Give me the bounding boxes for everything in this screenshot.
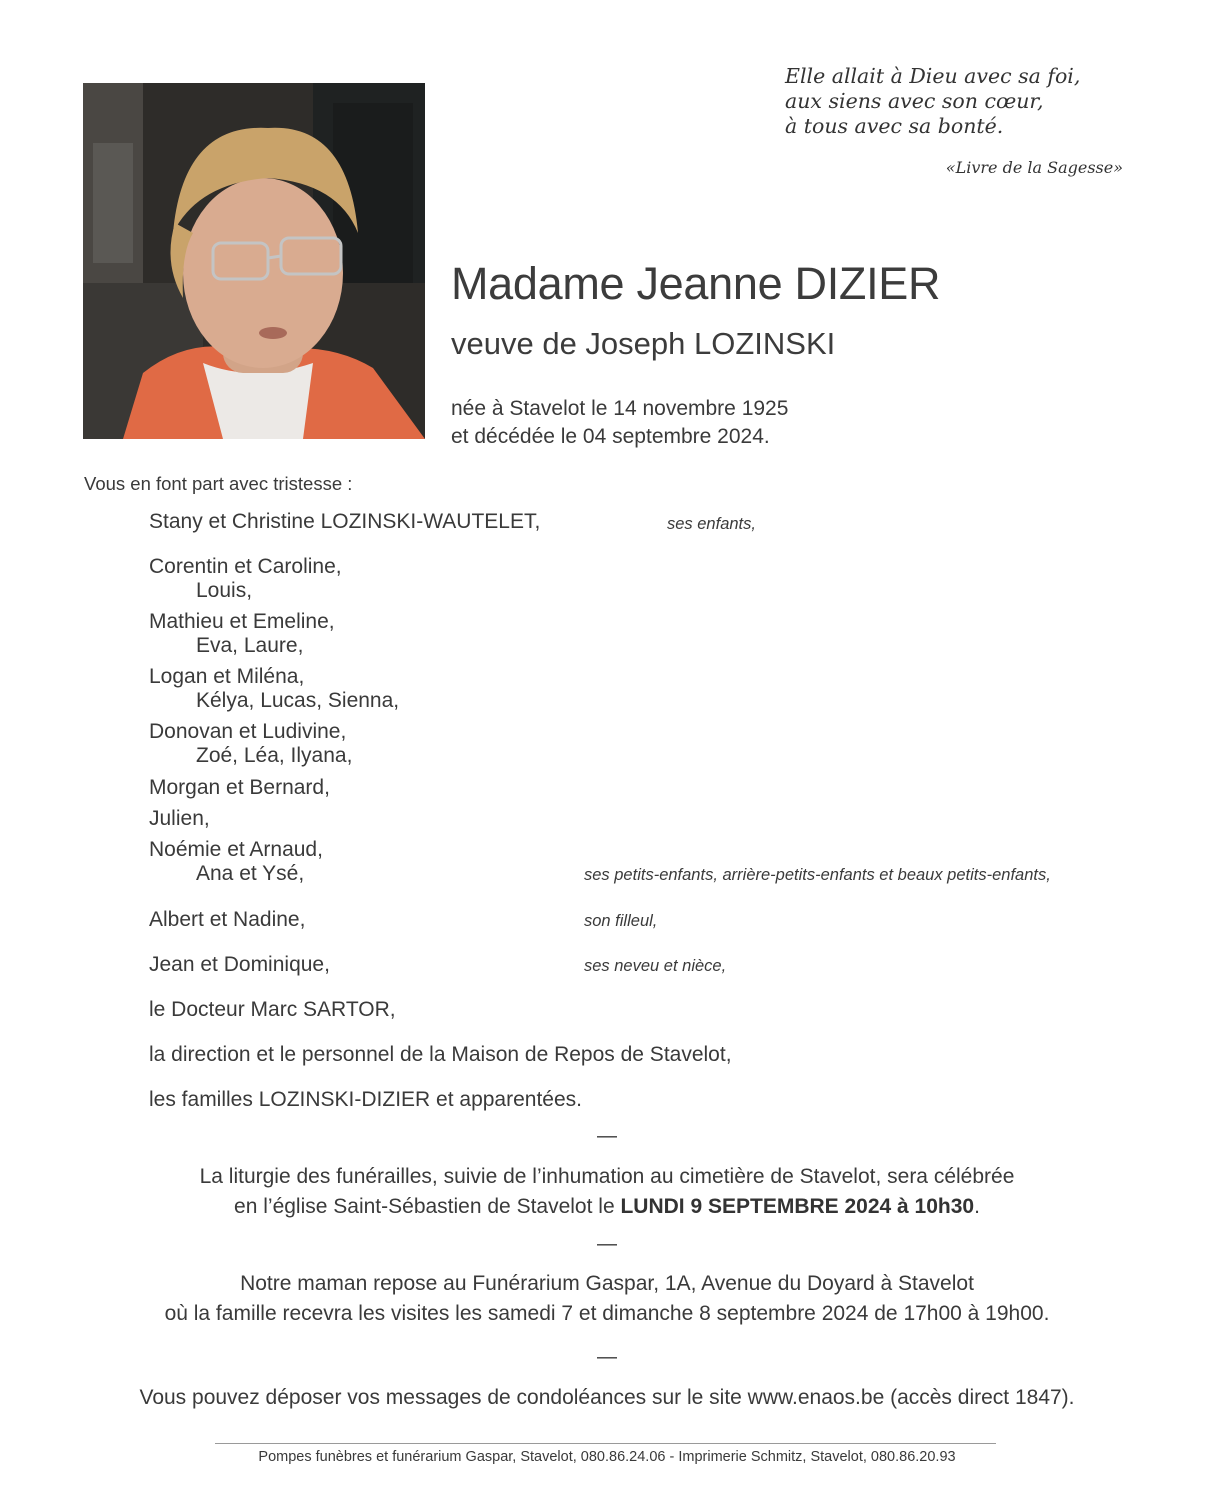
- footer-rule: [215, 1443, 996, 1444]
- great-grandchild-line: Zoé, Léa, Ilyana,: [196, 744, 353, 767]
- grandchild-line: Logan et Miléna,: [149, 665, 305, 688]
- separator-dash: —: [597, 1125, 617, 1147]
- quote-source: «Livre de la Sagesse»: [945, 158, 1123, 177]
- grandchild-line: Corentin et Caroline,: [149, 555, 342, 578]
- footer-credits: Pompes funèbres et funérarium Gaspar, Stavelot, 080.86.24.06 - Imprimerie Schmitz, Stavelot, 080.86.20.93: [258, 1449, 956, 1465]
- family-godson: Albert et Nadine,: [149, 908, 306, 931]
- grandchild-line: Julien,: [149, 807, 210, 830]
- family-relatives: les familles LOZINSKI-DIZIER et apparentées.: [149, 1088, 582, 1111]
- ceremony-info: [0, 1162, 1214, 1222]
- family-staff: la direction et le personnel de la Maison de Repos de Stavelot,: [149, 1043, 732, 1066]
- separator-dash: —: [597, 1233, 617, 1255]
- role-grandchildren: ses petits-enfants, arrière-petits-enfants et beaux petits-enfants,: [584, 866, 1051, 884]
- birth-death-dates: [451, 395, 788, 451]
- great-grandchild-line: Louis,: [196, 579, 253, 602]
- portrait-illustration: [83, 83, 425, 439]
- quote-line: Elle allait à Dieu avec sa foi,: [785, 64, 1081, 88]
- grandchild-line: Noémie et Arnaud,: [149, 838, 323, 861]
- ceremony-period: .: [974, 1195, 980, 1218]
- family-doctor: le Docteur Marc SARTOR,: [149, 998, 396, 1021]
- grandchild-line: Mathieu et Emeline,: [149, 610, 335, 633]
- deceased-name: Madame Jeanne DIZIER: [451, 258, 941, 309]
- separator-dash: —: [597, 1346, 617, 1368]
- grandchild-line: Morgan et Bernard,: [149, 776, 330, 799]
- family-children: Stany et Christine LOZINSKI-WAUTELET,: [149, 510, 541, 533]
- announcement-intro: Vous en font part avec tristesse :: [84, 473, 353, 494]
- role-nephew: ses neveu et nièce,: [584, 957, 727, 975]
- ceremony-line-2: [0, 1192, 1214, 1222]
- great-grandchild-line: Ana et Ysé,: [196, 862, 305, 885]
- family-nephew: Jean et Dominique,: [149, 953, 330, 976]
- grandchild-line: Donovan et Ludivine,: [149, 720, 347, 743]
- ceremony-line-1: La liturgie des funérailles, suivie de l’inhumation au cimetière de Stavelot, sera célébrée: [199, 1165, 1015, 1188]
- death-line: et décédée le 04 septembre 2024.: [451, 425, 770, 448]
- visits-line-1: Notre maman repose au Funérarium Gaspar, 1A, Avenue du Doyard à Stavelot: [240, 1272, 974, 1295]
- quote-line: aux siens avec son cœur,: [785, 89, 1044, 113]
- quote-line: à tous avec sa bonté.: [785, 114, 1004, 138]
- role-godson: son filleul,: [584, 912, 658, 930]
- great-grandchild-line: Eva, Laure,: [196, 634, 304, 657]
- ceremony-location: en l’église Saint-Sébastien de Stavelot le: [234, 1195, 621, 1218]
- portrait-photo: [83, 83, 425, 439]
- role-children: ses enfants,: [667, 515, 756, 533]
- visits-line-2: où la famille recevra les visites les samedi 7 et dimanche 8 septembre 2024 de 17h00 à 19h00.: [164, 1302, 1050, 1325]
- visits-info: [0, 1269, 1214, 1329]
- great-grandchild-line: Kélya, Lucas, Sienna,: [196, 689, 400, 712]
- widow-of: veuve de Joseph LOZINSKI: [451, 326, 836, 361]
- condolences-info: Vous pouvez déposer vos messages de condoléances sur le site www.enaos.be (accès direct 1847).: [139, 1386, 1075, 1409]
- ceremony-date: LUNDI 9 SEPTEMBRE 2024 à 10h30: [620, 1195, 975, 1218]
- epigraph-quote: [785, 64, 1080, 139]
- birth-line: née à Stavelot le 14 novembre 1925: [451, 397, 789, 420]
